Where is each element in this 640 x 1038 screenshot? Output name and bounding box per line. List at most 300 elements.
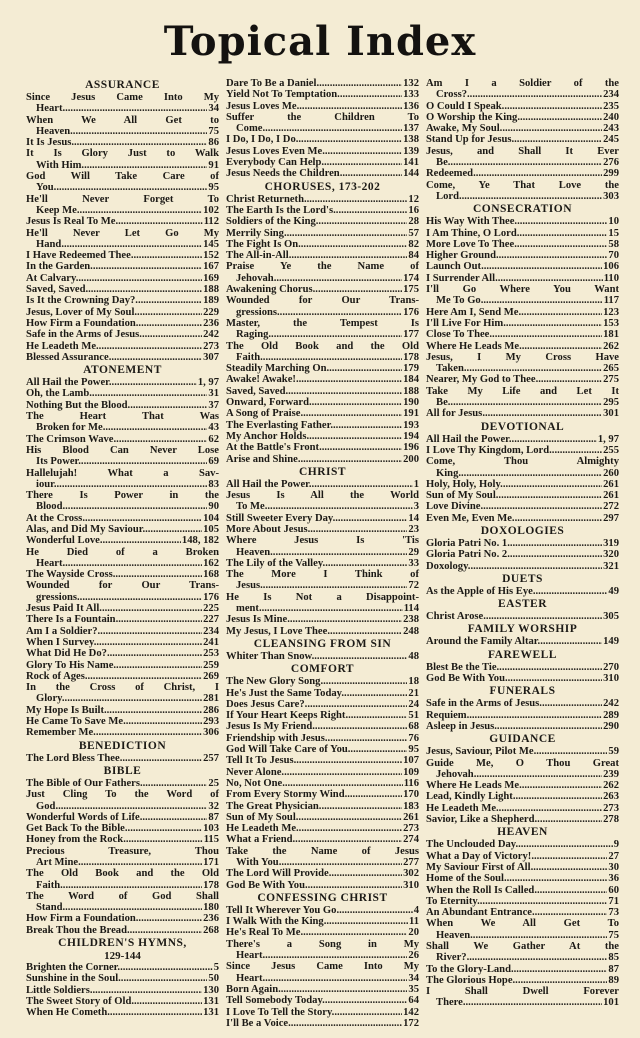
index-entry: [26, 580, 219, 603]
entry-page-number: 281: [203, 693, 219, 705]
entry-title-line: Heaven .....: [36, 126, 207, 137]
entry-page-number: 180: [203, 902, 219, 914]
entry-page-number: 183: [403, 800, 419, 812]
index-entry: [226, 168, 419, 179]
index-entry: [26, 434, 219, 445]
entry-page-number: 71: [608, 895, 619, 907]
entry-title-line: Oh, the Lamb .....: [26, 388, 207, 399]
entry-page-number: 76: [408, 732, 419, 744]
entry-page-number: 240: [603, 111, 619, 123]
entry-page-number: 301: [603, 408, 619, 420]
entry-title-line: Lead, Kindly Light .....: [426, 791, 602, 802]
entry-title-line: His Blood Can Never Lose: [26, 444, 219, 456]
entry-title-line: God Will Take Care of You .....: [226, 744, 407, 755]
entry-title-line: All for Jesus .....: [426, 408, 602, 419]
entry-title-line: When He Cometh .....: [26, 1007, 202, 1018]
index-entry: [26, 913, 219, 924]
index-entry: [26, 671, 219, 682]
entry-page-number: 107: [403, 755, 419, 767]
entry-title-line: Remember Me .....: [26, 727, 202, 738]
index-entry: [26, 705, 219, 716]
index-entry: [226, 89, 419, 100]
index-entry: [26, 996, 219, 1007]
entry-title-line: Stand .....: [36, 902, 202, 913]
index-entry: [226, 513, 419, 524]
index-entry: [26, 468, 219, 491]
entry-page-number: 190: [403, 397, 419, 409]
index-entry: [26, 603, 219, 614]
entry-title-line: I Love To Tell the Story .....: [226, 1007, 402, 1018]
entry-title-line: Requiem .....: [426, 710, 602, 721]
index-entry: [426, 839, 619, 850]
entry-title-line: Jesus Is Mine .....: [226, 614, 402, 625]
entry-page-number: 239: [603, 768, 619, 780]
index-entry: [226, 961, 419, 984]
entry-page-number: 131: [203, 1007, 219, 1019]
entry-title-line: Jesus, I My Cross Have: [426, 351, 619, 363]
index-entry: [226, 284, 419, 295]
entry-page-number: 310: [403, 879, 419, 891]
entry-page-number: 178: [403, 351, 419, 363]
entry-title-line: He Is Not a Disappoint-: [226, 591, 419, 603]
index-entry: [426, 216, 619, 227]
index-entry: [426, 513, 619, 524]
entry-title-line: Praise Ye the Name of: [226, 261, 419, 273]
entry-page-number: 15: [608, 227, 619, 239]
entry-page-number: 255: [603, 444, 619, 456]
entry-title-line: He'll Never Let Go My: [26, 227, 219, 239]
entry-title-line: Launch Out .....: [426, 261, 602, 272]
entry-title-line: The Fight Is On .....: [226, 239, 407, 250]
entry-title-line: Master, the Tempest Is: [226, 317, 419, 329]
entry-title-line: Taken .....: [436, 363, 602, 374]
entry-title-line: Come, Thou Almighty: [426, 456, 619, 468]
index-entry: [426, 746, 619, 757]
index-entry: [26, 682, 219, 705]
entry-page-number: 114: [403, 603, 419, 615]
index-entry: [226, 408, 419, 419]
index-entry: [426, 611, 619, 622]
entry-title-line: More Love To Thee .....: [426, 239, 607, 250]
index-entry: [226, 699, 419, 710]
entry-page-number: 73: [608, 907, 619, 919]
index-entry: [26, 115, 219, 138]
index-entry: [426, 791, 619, 802]
entry-title-line: The Old Book and the Old: [26, 868, 219, 880]
entry-page-number: 253: [203, 648, 219, 660]
entry-title-line: Precious Treasure, Thou: [26, 845, 219, 857]
entry-title-line: In the Cross of Christ, I: [26, 682, 219, 694]
entry-title-line: iour .....: [36, 479, 207, 490]
section-heading: CHILDREN'S HYMNS,: [58, 937, 187, 950]
entry-title-line: His Way With Thee .....: [426, 216, 607, 227]
entry-title-line: Doxology .....: [426, 561, 602, 572]
entry-page-number: 9: [613, 839, 619, 851]
entry-title-line: Blood .....: [36, 501, 207, 512]
entry-title-line: Am I a Soldier of the: [426, 78, 619, 89]
index-entry: [426, 885, 619, 896]
entry-title-line: All Hail the Power .....: [26, 377, 197, 388]
index-entry: [226, 789, 419, 800]
entry-page-number: 31: [208, 388, 219, 400]
entry-page-number: 106: [603, 261, 619, 273]
entry-page-number: 242: [603, 698, 619, 710]
entry-title-line: He'll Never Forget To: [26, 193, 219, 205]
section-heading: CONFESSING CHRIST: [257, 891, 388, 904]
entry-title-line: Shall We Gather At the: [426, 941, 619, 952]
index-entry: [426, 352, 619, 375]
entry-title-line: Never Alone .....: [226, 767, 402, 778]
index-entry: [426, 112, 619, 123]
index-entry: [226, 812, 419, 823]
index-entry: [26, 171, 219, 194]
entry-title-line: He Leadeth Me .....: [426, 803, 602, 814]
entry-title-line: gressions .....: [36, 592, 202, 603]
entry-title-line: From Every Stormy Wind .....: [226, 789, 402, 800]
entry-title-line: The More I Think of: [226, 569, 419, 581]
entry-page-number: 48: [408, 650, 419, 662]
index-entry: [426, 341, 619, 352]
index-entry: [426, 228, 619, 239]
index-entry: [26, 92, 219, 115]
entry-title-line: Home of the Soul .....: [426, 873, 607, 884]
entry-page-number: 3: [413, 501, 419, 513]
entry-title-line: Is It the Crowning Day? .....: [26, 295, 202, 306]
entry-page-number: 234: [203, 625, 219, 637]
entry-page-number: 58: [608, 238, 619, 250]
index-entry: [426, 873, 619, 884]
entry-page-number: 69: [208, 456, 219, 468]
entry-page-number: 289: [603, 709, 619, 721]
index-entry: [426, 456, 619, 479]
index-entry: [226, 710, 419, 721]
entry-title-line: Faith .....: [236, 352, 402, 363]
entry-page-number: 275: [603, 374, 619, 386]
index-entry: [426, 561, 619, 572]
index-entry: [226, 801, 419, 812]
entry-title-line: Jehovah .....: [436, 769, 602, 780]
index-entry: [26, 648, 219, 659]
entry-page-number: 70: [608, 250, 619, 262]
entry-page-number: 130: [203, 984, 219, 996]
entry-title-line: God Will Take Care of: [26, 171, 219, 183]
entry-title-line: When I Survey .....: [26, 637, 202, 648]
entry-page-number: 12: [408, 193, 419, 205]
entry-page-number: 117: [603, 295, 619, 307]
entry-page-number: 171: [203, 857, 219, 868]
entry-page-number: 10: [608, 216, 619, 228]
entry-page-number: 11: [408, 916, 419, 928]
entry-title-line: At the Battle's Front .....: [226, 442, 402, 453]
index-entry: [226, 146, 419, 157]
entry-page-number: 5: [213, 962, 219, 974]
entry-title-line: Safe in the Arms of Jesus .....: [26, 329, 202, 340]
entry-title-line: It Is Jesus .....: [26, 137, 207, 148]
entry-page-number: 82: [408, 238, 419, 250]
index-entry: [426, 780, 619, 791]
index-entry: [426, 586, 619, 597]
entry-page-number: 25: [208, 777, 219, 789]
entry-page-number: 261: [603, 490, 619, 502]
index-entry: [26, 1007, 219, 1018]
section-heading: GUIDANCE: [489, 733, 556, 746]
entry-page-number: 33: [408, 557, 419, 569]
index-entry: [426, 386, 619, 409]
entry-page-number: 34: [408, 972, 419, 984]
entry-page-number: 1, 97: [197, 377, 219, 389]
entry-page-number: 299: [603, 168, 619, 180]
entry-page-number: 225: [203, 603, 219, 615]
entry-page-number: 101: [603, 997, 619, 1009]
entry-page-number: 116: [403, 777, 419, 789]
entry-title-line: I Have Redeemed Thee .....: [26, 250, 202, 261]
index-entry: [26, 228, 219, 251]
entry-title-line: If Your Heart Keeps Right .....: [226, 710, 407, 721]
entry-page-number: 139: [403, 145, 419, 157]
entry-title-line: Am I a Soldier? .....: [26, 626, 202, 637]
entry-page-number: 49: [608, 585, 619, 597]
entry-title-line: Where Jesus Is 'Tis: [226, 535, 419, 547]
index-entry: [426, 374, 619, 385]
entry-title-line: Love Divine .....: [426, 501, 602, 512]
index-entry: [226, 535, 419, 558]
entry-title-line: Tell It Wherever You Go .....: [226, 905, 413, 916]
index-entry: [26, 388, 219, 399]
index-entry: [426, 318, 619, 329]
entry-page-number: 181: [603, 329, 619, 341]
entry-page-number: 34: [208, 103, 219, 115]
entry-page-number: 235: [603, 100, 619, 112]
index-entry: [26, 925, 219, 936]
entry-page-number: 90: [208, 501, 219, 513]
entry-title-line: Heart .....: [36, 558, 202, 569]
entry-page-number: 241: [203, 636, 219, 648]
entry-title-line: The All-in-All .....: [226, 250, 407, 261]
entry-page-number: 245: [603, 134, 619, 146]
entry-title-line: gressions .....: [236, 307, 402, 318]
entry-title-line: Jesus Paid It All .....: [26, 603, 202, 614]
section-subheading: 129-144: [104, 950, 141, 963]
entry-title-line: God Be With You .....: [226, 880, 402, 891]
entry-page-number: 273: [603, 802, 619, 814]
entry-title-line: He's Just the Same Today .....: [226, 688, 407, 699]
entry-page-number: 149: [603, 636, 619, 648]
entry-title-line: A Song of Praise .....: [226, 408, 402, 419]
index-entry: [226, 239, 419, 250]
entry-title-line: Take the Name of Jesus: [226, 845, 419, 857]
entry-title-line: In the Garden .....: [26, 261, 202, 272]
entry-page-number: 89: [608, 974, 619, 986]
section-heading: FAREWELL: [488, 648, 557, 661]
index-entry: [226, 569, 419, 592]
index-entry: [26, 868, 219, 891]
index-entry: [26, 307, 219, 318]
entry-title-line: Jesus Loves Even Me .....: [226, 146, 402, 157]
index-entry: [226, 558, 419, 569]
index-entry: [226, 676, 419, 687]
index-entry: [426, 636, 619, 647]
index-entry: [26, 535, 219, 546]
entry-title-line: Brighten the Corner .....: [26, 962, 213, 973]
entry-page-number: 123: [603, 306, 619, 318]
index-entry: [226, 490, 419, 513]
entry-page-number: 236: [203, 913, 219, 925]
index-entry: [226, 846, 419, 869]
index-entry: [226, 688, 419, 699]
entry-page-number: 27: [608, 850, 619, 862]
index-entry: [426, 941, 619, 964]
entry-title-line: Nearer, My God to Thee .....: [426, 374, 602, 385]
entry-title-line: Faith .....: [36, 880, 202, 891]
index-entry: [226, 101, 419, 112]
index-entry: [426, 975, 619, 986]
entry-page-number: 28: [408, 216, 419, 228]
entry-page-number: 103: [203, 823, 219, 835]
entry-title-line: It Is Glory Just to Walk: [26, 148, 219, 160]
index-entry: [426, 78, 619, 101]
entry-page-number: 1, 97: [597, 433, 619, 445]
entry-title-line: Blest Be the Tie .....: [426, 662, 602, 673]
index-entry: [26, 295, 219, 306]
entry-title-line: Me To Go .....: [436, 295, 603, 306]
entry-title-line: God Be With You .....: [426, 673, 602, 684]
entry-title-line: Heaven .....: [236, 547, 407, 558]
entry-page-number: 176: [403, 306, 419, 318]
entry-title-line: Where He Leads Me .....: [426, 341, 602, 352]
index-entry: [26, 823, 219, 834]
entry-title-line: Still Sweeter Every Day .....: [226, 513, 407, 524]
index-entry: [226, 479, 419, 490]
entry-page-number: 175: [403, 284, 419, 296]
entry-page-number: 87: [208, 811, 219, 823]
index-entry: [26, 261, 219, 272]
index-entry: [226, 228, 419, 239]
index-entry: [226, 984, 419, 995]
entry-title-line: Born Again .....: [226, 984, 407, 995]
entry-title-line: Little Soldiers .....: [26, 985, 202, 996]
index-entry: [426, 758, 619, 781]
entry-title-line: Stand Up for Jesus .....: [426, 134, 602, 145]
entry-page-number: 179: [403, 363, 419, 375]
index-entry: [26, 846, 219, 869]
entry-page-number: 4: [413, 904, 419, 916]
entry-title-line: Blessed Assurance .....: [26, 352, 202, 363]
entry-page-number: 274: [403, 834, 419, 846]
entry-page-number: 18: [408, 676, 419, 688]
entry-page-number: 170: [403, 789, 419, 801]
index-entry: [426, 907, 619, 918]
entry-page-number: 86: [208, 137, 219, 149]
index-entry: [226, 374, 419, 385]
index-entry: [426, 123, 619, 134]
entry-title-line: Does Jesus Care? .....: [226, 699, 407, 710]
entry-title-line: At the Cross .....: [26, 513, 202, 524]
index-entry: [26, 513, 219, 524]
entry-title-line: Even Me, Even Me .....: [426, 513, 602, 524]
entry-title-line: Wonderful Words of Life .....: [26, 812, 207, 823]
entry-title-line: Whiter Than Snow .....: [226, 651, 407, 662]
entry-title-line: The New Glory Song .....: [226, 676, 407, 687]
index-entry: [26, 985, 219, 996]
entry-page-number: 177: [403, 329, 419, 341]
entry-page-number: 68: [408, 721, 419, 733]
entry-page-number: 95: [208, 182, 219, 194]
index-entry: [226, 721, 419, 732]
entry-title-line: Redeemed .....: [426, 168, 602, 179]
entry-page-number: 144: [403, 168, 419, 180]
entry-page-number: 234: [603, 89, 619, 101]
entry-title-line: Hand .....: [36, 239, 202, 250]
entry-title-line: Hallelujah! What a Sav-: [26, 467, 219, 479]
entry-title-line: The Glorious Hope .....: [426, 975, 607, 986]
index-entry: [226, 216, 419, 227]
entry-page-number: 133: [403, 89, 419, 101]
entry-title-line: Gloria Patri No. 1 .....: [426, 538, 602, 549]
page-title: Topical Index: [163, 18, 477, 65]
entry-page-number: 168: [203, 569, 219, 581]
index-entry: [26, 445, 219, 468]
entry-title-line: Jesus Loves Me .....: [226, 101, 402, 112]
entry-page-number: 32: [208, 800, 219, 812]
index-entry: [26, 962, 219, 973]
entry-page-number: 136: [403, 100, 419, 112]
entry-title-line: Savior, Like a Shepherd .....: [426, 814, 602, 825]
entry-title-line: Yield Not To Temptation .....: [226, 89, 402, 100]
entry-title-line: When We All Get to: [26, 114, 219, 126]
index-entry: [26, 891, 219, 914]
entry-page-number: 29: [408, 546, 419, 558]
index-entry: [226, 614, 419, 625]
entry-page-number: 260: [603, 467, 619, 479]
index-entry: [226, 386, 419, 397]
entry-page-number: 236: [203, 317, 219, 329]
entry-page-number: 184: [403, 374, 419, 386]
entry-page-number: 14: [408, 512, 419, 524]
entry-title-line: The Bible of Our Fathers .....: [26, 778, 207, 789]
entry-page-number: 270: [603, 661, 619, 673]
entry-title-line: What Did He Do? .....: [26, 648, 202, 659]
index-entry: [26, 626, 219, 637]
entry-page-number: 262: [603, 340, 619, 352]
entry-page-number: 162: [203, 557, 219, 569]
entry-title-line: Jesus, and Shall It Ever: [426, 145, 619, 157]
entry-title-line: To the Glory-Land .....: [426, 964, 607, 975]
index-entry: [26, 569, 219, 580]
index-entry: [226, 205, 419, 216]
entry-title-line: I Walk With the King .....: [226, 916, 408, 927]
entry-page-number: 178: [203, 879, 219, 891]
entry-title-line: Jesus, Saviour, Pilot Me .....: [426, 746, 607, 757]
entry-title-line: When We All Get To: [426, 918, 619, 930]
entry-title-line: Merrily Sing .....: [226, 228, 407, 239]
entry-title-line: Be .....: [436, 397, 602, 408]
entry-title-line: Jesus, Lover of My Soul .....: [26, 307, 202, 318]
index-entry: [226, 767, 419, 778]
entry-title-line: With You .....: [236, 857, 402, 868]
entry-title-line: Wonderful Love .....: [26, 535, 181, 546]
entry-title-line: The Unclouded Day .....: [426, 839, 613, 850]
index-entry: [426, 896, 619, 907]
entry-title-line: Higher Ground .....: [426, 250, 607, 261]
entry-title-line: What a Day of Victory! .....: [426, 851, 607, 862]
index-entry: [226, 626, 419, 637]
entry-title-line: When the Roll Is Called .....: [426, 885, 607, 896]
entry-page-number: 110: [603, 272, 619, 284]
entry-page-number: 87: [608, 963, 619, 975]
entry-title-line: Awake, My Soul .....: [426, 123, 602, 134]
section-heading: CHRIST: [298, 465, 347, 478]
entry-page-number: 37: [208, 399, 219, 411]
